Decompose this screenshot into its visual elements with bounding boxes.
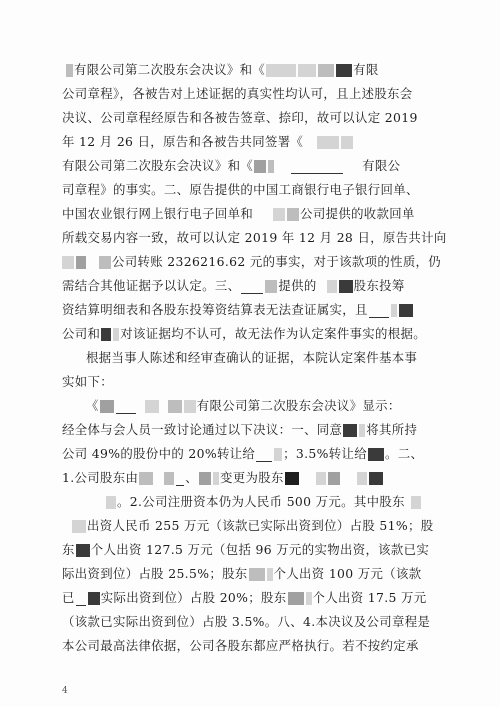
redaction-block <box>100 400 114 413</box>
redaction-block <box>254 160 266 173</box>
text-line-19 <box>0 490 500 514</box>
blank-underline <box>369 304 389 318</box>
redaction-block <box>99 256 111 269</box>
redaction-block <box>113 328 119 341</box>
redaction-block <box>316 472 326 485</box>
text-run: 资结算明细表和各股东投筹资结算表无法查证属实，且 <box>62 302 368 317</box>
redaction-block <box>265 280 277 293</box>
redaction-block <box>76 544 90 557</box>
text-line-6 <box>0 178 500 202</box>
redaction-block <box>145 400 159 413</box>
redaction-block <box>368 448 384 461</box>
redaction-block <box>328 472 340 485</box>
text-run: 、 <box>185 470 198 485</box>
text-run: 有限公 <box>362 158 401 173</box>
redaction-block <box>343 424 357 437</box>
text-run: 本公司最高法律依据，公司各股东都应严格执行。若不按约定承 <box>62 638 419 653</box>
blank-underline <box>241 280 263 294</box>
redaction-block <box>267 568 273 581</box>
redaction-block <box>249 568 265 581</box>
redaction-block <box>184 400 196 413</box>
text-run: 需结合其他证据予以认定。三、 <box>62 278 241 293</box>
redaction-block <box>369 472 383 485</box>
text-run: 所载交易内容一致，故可以认定 2019 年 12 月 28 日，原告共计向 <box>62 230 447 245</box>
text-line-18 <box>0 466 500 490</box>
text-run: （该款已实际出资到位）占股 3.5%。八、4.本决议及公司章程是 <box>62 614 431 629</box>
text-line-22 <box>0 562 500 586</box>
text-run: 变更为股东 <box>219 470 284 485</box>
blank-underline <box>116 400 136 414</box>
text-run: 对该证据均不认可，故无法作为认定案件事实的根据。 <box>120 326 427 341</box>
redaction-block <box>341 136 353 149</box>
redaction-block <box>101 328 111 341</box>
redaction-block <box>76 256 86 269</box>
text-run: 个人出资 17.5 万元 <box>312 590 427 605</box>
text-line-11 <box>0 298 500 322</box>
redaction-block <box>391 304 397 317</box>
redaction-block <box>62 256 74 269</box>
text-line-9 <box>0 250 500 274</box>
redaction-block <box>285 472 299 485</box>
text-run: 《 <box>86 398 99 413</box>
text-run: 实际出资到位）占股 20%；股东 <box>100 590 287 605</box>
text-run: 有限公司第二次股东会决议》显示： <box>196 398 401 413</box>
text-run: 有限 <box>353 62 379 77</box>
text-run: 东 <box>62 542 75 557</box>
text-run: 公司转账 2326216.62 元的事实，对于该款项的性质，仍 <box>112 254 442 269</box>
text-run: 。二、 <box>385 446 424 461</box>
text-run: 公司和 <box>62 326 101 341</box>
blank-underline <box>176 472 184 486</box>
text-run: 经全体与会人员一致讨论通过以下决议：一、同意 <box>62 422 343 437</box>
text-line-15 <box>0 394 500 418</box>
redaction-block <box>317 136 339 149</box>
redaction-block <box>274 448 282 461</box>
text-run: 决议、公司章程经原告和各被告签章、捺印，故可以认定 2019 <box>62 110 418 125</box>
redaction-block <box>288 592 304 605</box>
redaction-block <box>306 592 312 605</box>
redaction-block <box>199 472 211 485</box>
text-line-12 <box>0 322 500 346</box>
redaction-block <box>72 520 86 533</box>
redaction-block <box>88 592 100 605</box>
text-run: 实如下： <box>62 374 113 389</box>
text-run: 个人出资 100 万元（该款 <box>273 566 422 581</box>
text-line-13 <box>0 346 500 370</box>
text-line-3 <box>0 106 500 130</box>
text-run: 司章程》的事实。二、原告提供的中国工商银行电子银行回单、 <box>62 182 419 197</box>
text-run: 中国农业银行网上银行电子回单和 <box>62 206 254 221</box>
text-line-21 <box>0 538 500 562</box>
text-run: 有限公司第二次股东会决议》和《 <box>74 62 266 77</box>
text-line-24 <box>0 610 500 634</box>
redaction-block <box>268 160 274 173</box>
text-line-4 <box>0 130 500 154</box>
redaction-block <box>411 496 421 509</box>
redaction-block <box>106 496 116 509</box>
redaction-block <box>139 472 153 485</box>
redaction-block <box>399 304 413 317</box>
text-run: ；3.5%转让给 <box>283 446 368 461</box>
text-line-7 <box>0 202 500 226</box>
text-run: 1.公司股东由 <box>62 470 139 485</box>
text-line-5 <box>0 154 500 178</box>
text-run: 年 12 月 26 日，原告和各被告共同签署《 <box>62 134 304 149</box>
text-line-10 <box>0 274 500 298</box>
redaction-block <box>273 208 285 221</box>
redaction-block <box>318 64 334 77</box>
text-run: 际出资到位）占股 25.5%；股东 <box>62 566 248 581</box>
text-line-25 <box>0 634 500 658</box>
redaction-block <box>339 280 353 293</box>
text-run: 将其所持 <box>366 422 418 437</box>
text-line-1 <box>0 58 500 82</box>
text-line-16 <box>0 418 500 442</box>
redaction-block <box>298 64 316 77</box>
blank-underline <box>76 592 86 606</box>
redaction-block <box>266 64 296 77</box>
redaction-block <box>66 64 73 77</box>
text-line-8 <box>0 226 500 250</box>
text-run: 公司章程》，各被告对上述证据的真实性均认可，且上述股东会 <box>62 86 413 101</box>
text-run: 出资人民币 255 万元（该款已实际出资到位）占股 51%；股 <box>87 518 434 533</box>
blank-underline <box>291 160 343 174</box>
redaction-block <box>168 400 182 413</box>
text-run: 股东投筹 <box>353 278 405 293</box>
redaction-block <box>327 280 337 293</box>
redaction-block <box>164 472 174 485</box>
text-run: 已 <box>62 590 75 605</box>
page-number: 4 <box>62 686 68 696</box>
redaction-block <box>213 472 219 485</box>
text-line-23 <box>0 586 500 610</box>
text-line-20 <box>0 514 500 538</box>
text-run: 有限公司第二次股东会决议》和《 <box>62 158 254 173</box>
text-line-14 <box>0 370 500 394</box>
text-line-17 <box>0 442 500 466</box>
blank-underline <box>256 448 272 462</box>
text-run: 提供的 <box>278 278 317 293</box>
text-run: 公司提供的收款回单 <box>300 206 415 221</box>
text-run: 根据当事人陈述和经审查确认的证据，本院认定案件基本事 <box>86 350 418 365</box>
redaction-block <box>359 424 365 437</box>
text-run: 。2.公司注册资本仍为人民币 500 万元。其中股东 <box>117 494 405 509</box>
redaction-block <box>357 472 367 485</box>
redaction-block <box>336 64 352 77</box>
text-run: 个人出资 127.5 万元（包括 96 万元的实物出资，该款已实 <box>90 542 430 557</box>
text-line-2 <box>0 82 500 106</box>
redaction-block <box>287 208 299 221</box>
text-run: 公司 49%的股份中的 20%转让给 <box>62 446 256 461</box>
